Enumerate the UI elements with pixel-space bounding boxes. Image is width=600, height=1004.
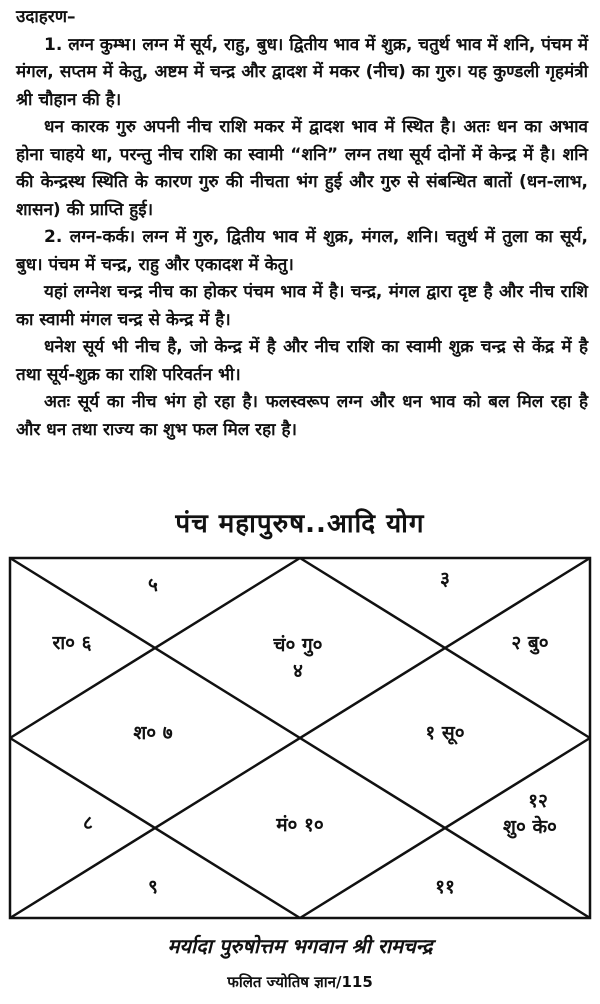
house-1-planets: चं० गु०	[273, 634, 323, 656]
body-text	[16, 4, 588, 444]
house-11: २ बु०	[511, 632, 549, 654]
paragraph-4: यहां लग्नेश चन्द्र नीच का होकर पंचम भाव में है। चन्द्र, मंगल द्वारा दृष्ट है और नीच राशि का स्वामी मंगल चन्द्र से केन्द्र में है।	[16, 282, 588, 330]
paragraph-1: 1. लग्न कुम्भ। लग्न में सूर्य, राहु, बुध। द्वितीय भाव में शुक्र, चतुर्थ भाव में शनि, पंचम में मंगल, सप्तम में केतु, अष्टम में चन्द्र और द्वादश में मकर (नीच) का गुरु। यह कुण्डली गृहमंत्री श्री चौहान की है।	[16, 34, 588, 110]
paragraph-5: धनेश सूर्य भी नीच है, जो केन्द्र में है और नीच राशि का स्वामी शुक्र चन्द्र से केंद्र में है तथा सूर्य-शुक्र का राशि परिवर्तन भी।	[16, 337, 588, 385]
paragraph-6: अतः सूर्य का नीच भंग हो रहा है। फलस्वरूप लग्न और धन भाव को बल मिल रहा है और धन तथा राज्य का शुभ फल मिल रहा है।	[16, 392, 588, 440]
section-title: पंच महापुरुष..आदि योग	[175, 509, 425, 539]
house-12: ३	[440, 568, 450, 590]
horoscope-chart-lines	[8, 556, 592, 920]
paragraph-2: धन कारक गुरु अपनी नीच राशि मकर में द्वादश भाव में स्थित है। अतः धन का अभाव होना चाहये था, परन्तु नीच राशि का स्वामी “शनि” लग्न तथा सूर्य दोनों में केन्द्र में है। शनि की केन्द्रस्थ स्थिति के कारण गुरु की नीचता भंग हुई और गुरु से संबन्धित बातों (धन-लाभ, शासन) की प्राप्ति हुई।	[16, 117, 588, 220]
page-footer: फलित ज्योतिष ज्ञान/115	[227, 973, 373, 991]
house-1-sign: ४	[293, 660, 303, 682]
house-2: ५	[148, 574, 158, 596]
house-8: ११	[435, 876, 455, 898]
house-5: ८	[83, 812, 93, 834]
chart-caption: मर्यादा पुरुषोत्तम भगवान श्री रामचन्द्र	[167, 934, 433, 958]
house-9-sign: १२	[528, 790, 548, 812]
house-6: ९	[148, 876, 158, 898]
horoscope-chart	[8, 556, 592, 920]
house-9-planets: शु० के०	[503, 816, 557, 838]
house-3: रा० ६	[52, 632, 92, 654]
example-heading: उदाहरण–	[16, 7, 76, 27]
house-10: १ सू०	[425, 722, 465, 744]
house-7: मं० १०	[276, 814, 324, 836]
paragraph-3: 2. लग्न-कर्क। लग्न में गुरु, द्वितीय भाव में शुक्र, मंगल, शनि। चतुर्थ में तुला का सूर्य, बुध। पंचम में चन्द्र, राहु और एकादश में केतु।	[16, 227, 588, 275]
house-4: श० ७	[133, 722, 173, 744]
